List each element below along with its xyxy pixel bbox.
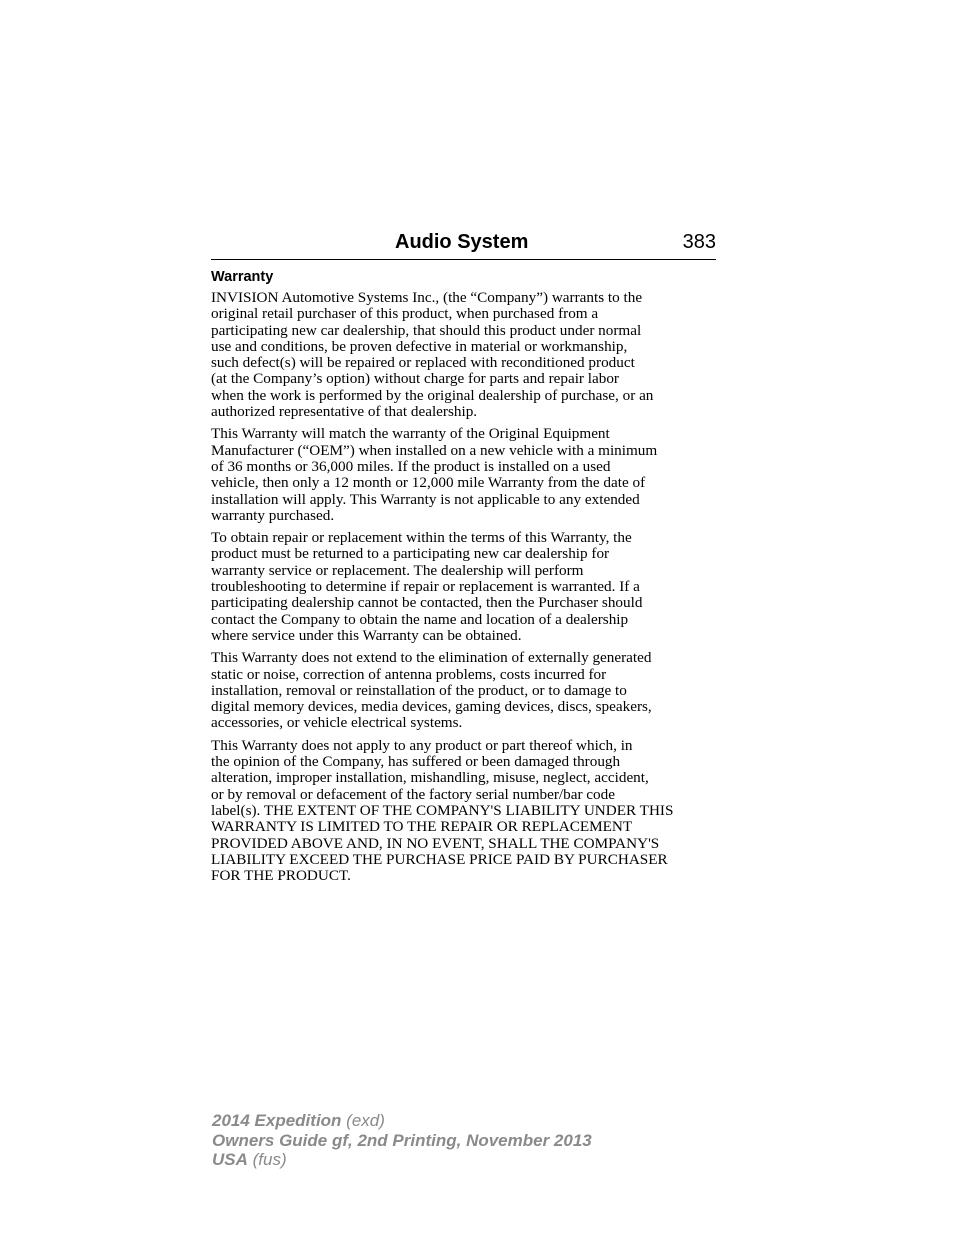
paragraph-exclusions: This Warranty does not extend to the elimination of externally generated static or noise, correction of antenna problems, costs incurred for installation, removal or reinstallation of the product, or to damage to digital memory devices, media devices, gaming devices, discs, speakers, accessories, or vehicle electrical systems. [211, 649, 652, 732]
page-header [211, 229, 716, 260]
section-title: Audio System [395, 231, 529, 253]
footer-guide-edition: Owners Guide gf, 2nd Printing, November 2013 [212, 1130, 592, 1150]
footer-model-name: 2014 Expedition [212, 1111, 342, 1130]
paragraph-oem-match: This Warranty will match the warranty of the Original Equipment Manufacturer (“OEM”) when installed on a new vehicle with a minimum of 36 months or 36,000 miles. If the product is installed on a used vehicle, then only a 12 month or 12,000 mile Warranty from the date of installation will apply. This Warranty is not applicable to any extended warranty purchased. [211, 425, 658, 524]
footer-line-model [212, 1111, 592, 1131]
paragraph-warranty-terms: INVISION Automotive Systems Inc., (the “Company”) warrants to the original retail purchaser of this product, when purchased from a participating new car dealership, that should this product under normal use and conditions, be proven defective in material or workmanship, such defect(s) will be repaired or replaced with reconditioned product (at the Company’s option) without charge for parts and repair labor when the work is performed by the original dealership of purchase, or an authorized representative of that dealership. [211, 289, 654, 421]
paragraph-liability: This Warranty does not apply to any product or part thereof which, in the opinion of the Company, has suffered or been damaged through alteration, improper installation, mishandling, misuse, neglect, accident, or by removal or defacement of the factory serial number/bar code label(s). THE EXTENT OF THE COMPANY'S LIABILITY UNDER THIS WARRANTY IS LIMITED TO THE REPAIR OR REPLACEMENT PROVIDED ABOVE AND, IN NO EVENT, SHALL THE COMPANY'S LIABILITY EXCEED THE PURCHASE PRICE PAID BY PURCHASER FOR THE PRODUCT. [211, 736, 674, 885]
paragraph-obtain-repair: To obtain repair or replacement within the terms of this Warranty, the product must be returned to a participating new car dealership for warranty service or replacement. The dealership will perform troubleshooting to determine if repair or replacement is warranted. If a participating dealership cannot be contacted, then the Purchaser should contact the Company to obtain the name and location of a dealership where service under this Warranty can be obtained. [211, 529, 643, 644]
footer-line-guide [212, 1131, 592, 1151]
main-content [211, 267, 718, 890]
footer-region-code: (fus) [247, 1150, 287, 1169]
footer-model-code: (exd) [341, 1111, 385, 1130]
footer-line-region [212, 1150, 592, 1170]
page-footer [212, 1111, 592, 1170]
page-number: 383 [682, 231, 716, 253]
warranty-heading: Warranty [211, 269, 274, 285]
footer-region-name: USA [212, 1150, 248, 1169]
